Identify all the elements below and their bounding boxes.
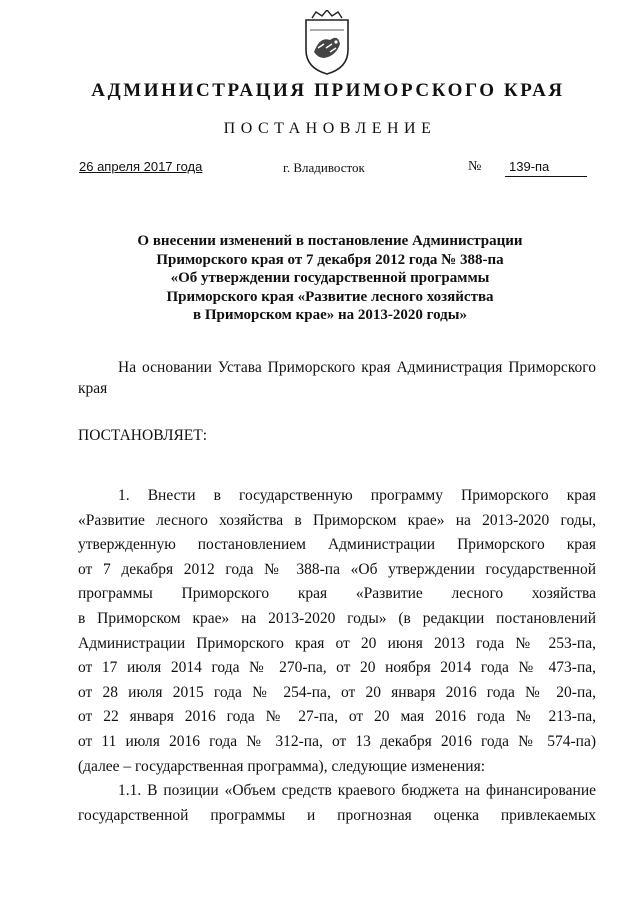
- document-number-label: №: [468, 159, 482, 174]
- body-line: от 7 декабря 2012 года № 388-па «Об утверждении государственной: [78, 560, 596, 578]
- body-line: 1. Внести в государственную программу Приморского края: [118, 487, 596, 504]
- basis-line: На основании Устава Приморского края Администрация Приморского: [118, 359, 596, 376]
- document-number-value: 139-па: [509, 159, 550, 174]
- body-line: от 22 января 2016 года № 27-па, от 20 мая 2016 года № 213-па,: [78, 708, 596, 726]
- body-line: от 17 июля 2014 года № 270-па, от 20 ноября 2014 года № 473-па,: [78, 659, 596, 677]
- basis-paragraph: [78, 357, 596, 399]
- subject-line: Приморского края «Развитие лесного хозяйства: [166, 288, 494, 305]
- subject-line: в Приморском крае» на 2013-2020 годы»: [193, 307, 467, 323]
- subject-line: О внесении изменений в постановление Администрации: [137, 233, 523, 249]
- document-city: г. Владивосток: [283, 160, 365, 175]
- resolve-heading: ПОСТАНОВЛЯЕТ:: [78, 427, 208, 444]
- basis-line: края: [78, 380, 108, 397]
- document-type: ПОСТАНОВЛЕНИЕ: [223, 120, 437, 137]
- document-subject: [80, 232, 580, 325]
- body-line: в Приморском крае» на 2013-2020 годы» (в редакции постановлений: [78, 609, 596, 627]
- organization-title: АДМИНИСТРАЦИЯ ПРИМОРСКОГО КРАЯ: [91, 80, 565, 101]
- document-body: [78, 484, 596, 828]
- document-number-field: [505, 159, 587, 177]
- body-line: (далее – государственная программа), следующие изменения:: [78, 757, 486, 775]
- body-line: утвержденную постановлением Администрации Приморского края: [78, 536, 596, 554]
- body-line: государственной программы и прогнозная оценка привлекаемых: [78, 806, 596, 824]
- primorsky-krai-coat-of-arms-icon: [300, 10, 354, 76]
- subject-line: Приморского края от 7 декабря 2012 года № 388-па: [156, 251, 504, 268]
- body-line: «Развитие лесного хозяйства в Приморском крае» на 2013-2020 годы,: [78, 511, 596, 529]
- body-line: 1.1. В позиции «Объем средств краевого бюджета на финансирование: [118, 782, 596, 800]
- body-line: от 11 июля 2016 года № 312-па, от 13 декабря 2016 года № 574-па): [78, 732, 596, 750]
- subject-line: «Об утверждении государственной программы: [170, 270, 490, 286]
- document-date: 26 апреля 2017 года: [79, 159, 203, 174]
- body-line: от 28 июля 2015 года № 254-па, от 20 января 2016 года № 20-па,: [78, 683, 596, 701]
- body-line: Администрации Приморского края от 20 июня 2013 года № 253-па,: [78, 634, 596, 652]
- body-line: программы Приморского края «Развитие лесного хозяйства: [78, 585, 596, 603]
